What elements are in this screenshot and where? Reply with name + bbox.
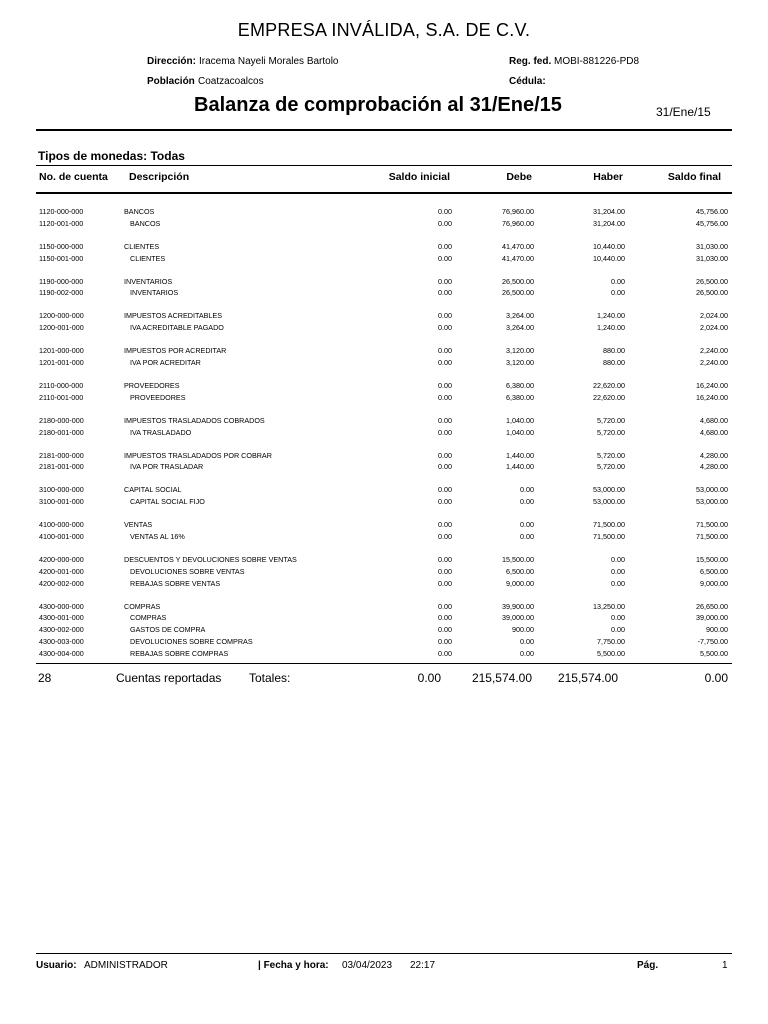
saldo-inicial-cell: 0.00	[438, 253, 452, 263]
haber-cell: 5,720.00	[597, 450, 625, 460]
debe-cell: 0.00	[520, 648, 534, 658]
table-row	[0, 287, 768, 299]
haber-cell: 53,000.00	[593, 485, 625, 495]
account-description: IMPUESTOS ACREDITABLES	[124, 311, 222, 321]
debe-cell: 1,440.00	[506, 450, 534, 460]
haber-cell: 71,500.00	[593, 532, 625, 541]
haber-cell: 5,720.00	[597, 462, 625, 472]
account-description: REBAJAS SOBRE VENTAS	[130, 578, 221, 588]
haber-cell: 53,000.00	[593, 497, 625, 507]
debe-cell: 15,500.00	[502, 555, 534, 564]
haber-cell: 71,500.00	[593, 520, 625, 530]
totals-count: 28	[38, 671, 52, 685]
saldo-final-cell: 2,240.00	[700, 358, 728, 367]
account-description: IVA POR ACREDITAR	[130, 358, 201, 367]
saldo-inicial-cell: 0.00	[438, 358, 452, 367]
col-header-saldo-inicial: Saldo inicial	[388, 171, 450, 183]
saldo-inicial-cell: 0.00	[438, 648, 452, 658]
totals-cuentas-label: Cuentas reportadas	[116, 671, 222, 685]
account-description: GASTOS DE COMPRA	[130, 625, 206, 635]
debe-cell: 76,960.00	[502, 207, 534, 216]
table-row	[0, 322, 768, 334]
saldo-inicial-cell: 0.00	[438, 241, 452, 251]
saldo-final-cell: 71,500.00	[696, 520, 728, 530]
table-row	[0, 531, 768, 543]
saldo-inicial-cell: 0.00	[438, 578, 452, 588]
account-code: 4300-003-000	[39, 637, 84, 646]
saldo-final-cell: 2,240.00	[700, 346, 728, 356]
column-header-bottom-rule	[36, 192, 732, 194]
saldo-inicial-cell: 0.00	[438, 207, 452, 216]
account-code: 1200-000-000	[39, 311, 84, 321]
haber-cell: 880.00	[603, 346, 625, 356]
debe-cell: 1,040.00	[506, 415, 534, 425]
saldo-final-cell: 53,000.00	[696, 485, 728, 495]
regfed-label: Reg. fed.	[509, 56, 552, 67]
saldo-final-cell: 45,756.00	[696, 207, 728, 216]
account-code: 2110-000-000	[39, 381, 84, 390]
haber-cell: 0.00	[611, 555, 625, 564]
saldo-inicial-cell: 0.00	[438, 520, 452, 530]
saldo-inicial-cell: 0.00	[438, 462, 452, 472]
account-code: 4300-001-000	[39, 613, 84, 623]
saldo-inicial-cell: 0.00	[438, 311, 452, 321]
col-header-debe: Debe	[506, 171, 532, 183]
account-description: CAPITAL SOCIAL FIJO	[130, 497, 205, 507]
saldo-final-cell: 4,680.00	[700, 427, 728, 437]
haber-cell: 5,720.00	[597, 415, 625, 425]
account-description: IMPUESTOS TRASLADADOS POR COBRAR	[124, 450, 272, 460]
debe-cell: 76,960.00	[502, 218, 534, 228]
saldo-final-cell: 4,680.00	[700, 415, 728, 425]
saldo-inicial-cell: 0.00	[438, 415, 452, 425]
debe-cell: 3,120.00	[506, 358, 534, 367]
account-description: INVENTARIOS	[124, 276, 173, 286]
footer-pag-value: 1	[722, 960, 728, 971]
haber-cell: 10,440.00	[593, 241, 625, 251]
account-code: 2180-001-000	[39, 427, 84, 437]
saldo-final-cell: 26,500.00	[696, 276, 728, 286]
table-row	[0, 648, 768, 660]
totals-debe: 215,574.00	[471, 671, 532, 685]
table-row	[0, 276, 768, 288]
table-row	[0, 218, 768, 230]
footer-usuario-label: Usuario:	[36, 960, 77, 971]
debe-cell: 0.00	[520, 520, 534, 530]
regfed-value: MOBI-881226-PD8	[554, 56, 640, 67]
table-row	[0, 601, 768, 613]
account-description: INVENTARIOS	[130, 288, 179, 298]
saldo-inicial-cell: 0.00	[438, 555, 452, 564]
direccion-value: Iracema Nayeli Morales Bartolo	[199, 56, 339, 67]
saldo-final-cell: 71,500.00	[696, 532, 728, 541]
account-code: 1200-001-000	[39, 323, 84, 333]
report-title: Balanza de comprobación al 31/Ene/15	[194, 94, 562, 116]
account-code: 2181-001-000	[39, 462, 84, 472]
saldo-final-cell: 26,650.00	[696, 601, 728, 611]
debe-cell: 900.00	[512, 625, 534, 635]
account-description: IVA POR TRASLADAR	[130, 462, 204, 472]
column-header-top-rule	[36, 165, 732, 166]
debe-cell: 39,000.00	[502, 613, 534, 623]
debe-cell: 26,500.00	[502, 288, 534, 298]
account-description: IVA TRASLADADO	[130, 427, 192, 437]
account-description: COMPRAS	[130, 613, 167, 623]
saldo-inicial-cell: 0.00	[438, 323, 452, 333]
footer-pag-label: Pág.	[637, 960, 659, 971]
haber-cell: 0.00	[611, 613, 625, 623]
debe-cell: 9,000.00	[506, 578, 534, 588]
haber-cell: 880.00	[603, 358, 625, 367]
table-row	[0, 624, 768, 636]
account-description: VENTAS AL 16%	[130, 532, 185, 541]
report-date: 31/Ene/15	[656, 105, 711, 119]
account-code: 1120-000-000	[39, 207, 84, 216]
debe-cell: 1,040.00	[506, 427, 534, 437]
col-header-saldo-final: Saldo final	[667, 171, 721, 183]
saldo-inicial-cell: 0.00	[438, 392, 452, 402]
saldo-inicial-cell: 0.00	[438, 346, 452, 356]
debe-cell: 6,380.00	[506, 381, 534, 390]
saldo-final-cell: 900.00	[706, 625, 728, 635]
account-description: IMPUESTOS POR ACREDITAR	[124, 346, 227, 356]
table-row	[0, 461, 768, 473]
saldo-final-cell: 45,756.00	[696, 218, 728, 228]
haber-cell: 31,204.00	[593, 207, 625, 216]
saldo-final-cell: 9,000.00	[700, 578, 728, 588]
account-description: DEVOLUCIONES SOBRE COMPRAS	[130, 637, 253, 646]
table-row	[0, 380, 768, 392]
saldo-inicial-cell: 0.00	[438, 218, 452, 228]
debe-cell: 3,264.00	[506, 323, 534, 333]
debe-cell: 0.00	[520, 497, 534, 507]
saldo-inicial-cell: 0.00	[438, 497, 452, 507]
totals-divider	[36, 663, 732, 664]
table-row	[0, 253, 768, 265]
account-code: 2181-000-000	[39, 450, 84, 460]
haber-cell: 1,240.00	[597, 323, 625, 333]
haber-cell: 31,204.00	[593, 218, 625, 228]
saldo-inicial-cell: 0.00	[438, 381, 452, 390]
tipos-monedas: Tipos de monedas: Todas	[38, 149, 185, 163]
account-description: CLIENTES	[124, 241, 160, 251]
table-row	[0, 554, 768, 566]
haber-cell: 22,620.00	[593, 392, 625, 402]
account-code: 2180-000-000	[39, 415, 84, 425]
haber-cell: 5,500.00	[597, 648, 625, 658]
account-description: BANCOS	[130, 218, 161, 228]
footer-fecha-label: | Fecha y hora:	[258, 960, 329, 971]
saldo-final-cell: 2,024.00	[700, 311, 728, 321]
saldo-inicial-cell: 0.00	[438, 276, 452, 286]
saldo-inicial-cell: 0.00	[438, 637, 452, 646]
table-row	[0, 519, 768, 531]
account-code: 4200-000-000	[39, 555, 84, 564]
account-code: 2110-001-000	[39, 392, 84, 402]
account-code: 1190-002-000	[39, 288, 84, 298]
totals-label: Totales:	[249, 671, 291, 685]
saldo-final-cell: 53,000.00	[696, 497, 728, 507]
table-row	[0, 241, 768, 253]
haber-cell: 0.00	[611, 276, 625, 286]
haber-cell: 0.00	[611, 288, 625, 298]
haber-cell: 0.00	[611, 566, 625, 576]
account-code: 1150-000-000	[39, 241, 84, 251]
saldo-final-cell: 16,240.00	[696, 392, 728, 402]
company-name: EMPRESA INVÁLIDA, S.A. DE C.V.	[237, 20, 531, 40]
account-code: 4300-002-000	[39, 625, 84, 635]
table-row	[0, 636, 768, 648]
account-description: PROVEEDORES	[124, 381, 180, 390]
table-row	[0, 450, 768, 462]
account-description: COMPRAS	[124, 601, 161, 611]
footer-divider	[36, 953, 732, 954]
poblacion-value: Coatzacoalcos	[198, 76, 264, 87]
table-row	[0, 415, 768, 427]
account-description: VENTAS	[124, 520, 153, 530]
account-description: REBAJAS SOBRE COMPRAS	[130, 648, 229, 658]
saldo-final-cell: 31,030.00	[696, 253, 728, 263]
saldo-final-cell: 6,500.00	[700, 566, 728, 576]
saldo-inicial-cell: 0.00	[438, 288, 452, 298]
account-code: 1201-001-000	[39, 358, 84, 367]
col-header-descripcion: Descripción	[129, 171, 190, 183]
debe-cell: 41,470.00	[502, 241, 534, 251]
table-row	[0, 206, 768, 218]
debe-cell: 0.00	[520, 485, 534, 495]
account-code: 3100-001-000	[39, 497, 84, 507]
saldo-final-cell: 39,000.00	[696, 613, 728, 623]
account-description: PROVEEDORES	[130, 392, 186, 402]
table-row	[0, 578, 768, 590]
footer-hora-value: 22:17	[410, 960, 436, 971]
header-divider	[36, 129, 732, 131]
debe-cell: 1,440.00	[506, 462, 534, 472]
poblacion-label: Población	[147, 76, 195, 87]
direccion-label: Dirección:	[147, 56, 196, 67]
totals-saldo-inicial: 0.00	[417, 671, 441, 685]
table-row	[0, 484, 768, 496]
account-code: 4300-004-000	[39, 648, 84, 658]
saldo-final-cell: -7,750.00	[697, 637, 728, 646]
table-row	[0, 357, 768, 369]
account-description: CAPITAL SOCIAL	[124, 485, 182, 495]
saldo-inicial-cell: 0.00	[438, 485, 452, 495]
totals-haber: 215,574.00	[557, 671, 618, 685]
table-row	[0, 310, 768, 322]
haber-cell: 0.00	[611, 625, 625, 635]
debe-cell: 0.00	[520, 532, 534, 541]
saldo-final-cell: 26,500.00	[696, 288, 728, 298]
debe-cell: 41,470.00	[502, 253, 534, 263]
col-header-cuenta: No. de cuenta	[39, 171, 108, 183]
table-row	[0, 392, 768, 404]
debe-cell: 3,120.00	[506, 346, 534, 356]
totals-saldo-final: 0.00	[704, 671, 728, 685]
debe-cell: 0.00	[520, 637, 534, 646]
saldo-final-cell: 4,280.00	[700, 462, 728, 472]
saldo-inicial-cell: 0.00	[438, 601, 452, 611]
debe-cell: 26,500.00	[502, 276, 534, 286]
debe-cell: 6,380.00	[506, 392, 534, 402]
haber-cell: 0.00	[611, 578, 625, 588]
account-code: 1150-001-000	[39, 253, 84, 263]
saldo-final-cell: 5,500.00	[700, 648, 728, 658]
haber-cell: 22,620.00	[593, 381, 625, 390]
saldo-final-cell: 2,024.00	[700, 323, 728, 333]
col-header-haber: Haber	[593, 171, 623, 183]
haber-cell: 10,440.00	[593, 253, 625, 263]
account-code: 4200-002-000	[39, 578, 84, 588]
footer-fecha-value: 03/04/2023	[342, 960, 393, 971]
account-code: 4200-001-000	[39, 566, 84, 576]
haber-cell: 13,250.00	[593, 601, 625, 611]
table-row	[0, 427, 768, 439]
saldo-inicial-cell: 0.00	[438, 450, 452, 460]
table-row	[0, 612, 768, 624]
saldo-inicial-cell: 0.00	[438, 532, 452, 541]
saldo-final-cell: 31,030.00	[696, 241, 728, 251]
account-description: CLIENTES	[130, 253, 166, 263]
account-description: IMPUESTOS TRASLADADOS COBRADOS	[124, 415, 265, 425]
table-row	[0, 566, 768, 578]
footer-usuario-value: ADMINISTRADOR	[84, 960, 168, 971]
haber-cell: 5,720.00	[597, 427, 625, 437]
cedula-label: Cédula:	[509, 76, 546, 87]
saldo-final-cell: 4,280.00	[700, 450, 728, 460]
debe-cell: 6,500.00	[506, 566, 534, 576]
account-description: DESCUENTOS Y DEVOLUCIONES SOBRE VENTAS	[124, 555, 297, 564]
account-description: IVA ACREDITABLE PAGADO	[130, 323, 224, 333]
account-code: 1190-000-000	[39, 276, 84, 286]
account-code: 4300-000-000	[39, 601, 84, 611]
saldo-final-cell: 16,240.00	[696, 381, 728, 390]
table-row	[0, 496, 768, 508]
saldo-inicial-cell: 0.00	[438, 613, 452, 623]
saldo-inicial-cell: 0.00	[438, 427, 452, 437]
account-code: 4100-000-000	[39, 520, 84, 530]
saldo-final-cell: 15,500.00	[696, 555, 728, 564]
account-code: 1120-001-000	[39, 218, 84, 228]
haber-cell: 1,240.00	[597, 311, 625, 321]
saldo-inicial-cell: 0.00	[438, 625, 452, 635]
haber-cell: 7,750.00	[597, 637, 625, 646]
saldo-inicial-cell: 0.00	[438, 566, 452, 576]
table-row	[0, 345, 768, 357]
debe-cell: 3,264.00	[506, 311, 534, 321]
account-code: 1201-000-000	[39, 346, 84, 356]
account-description: BANCOS	[124, 207, 155, 216]
account-description: DEVOLUCIONES SOBRE VENTAS	[130, 566, 245, 576]
account-code: 4100-001-000	[39, 532, 84, 541]
debe-cell: 39,900.00	[502, 601, 534, 611]
account-code: 3100-000-000	[39, 485, 84, 495]
